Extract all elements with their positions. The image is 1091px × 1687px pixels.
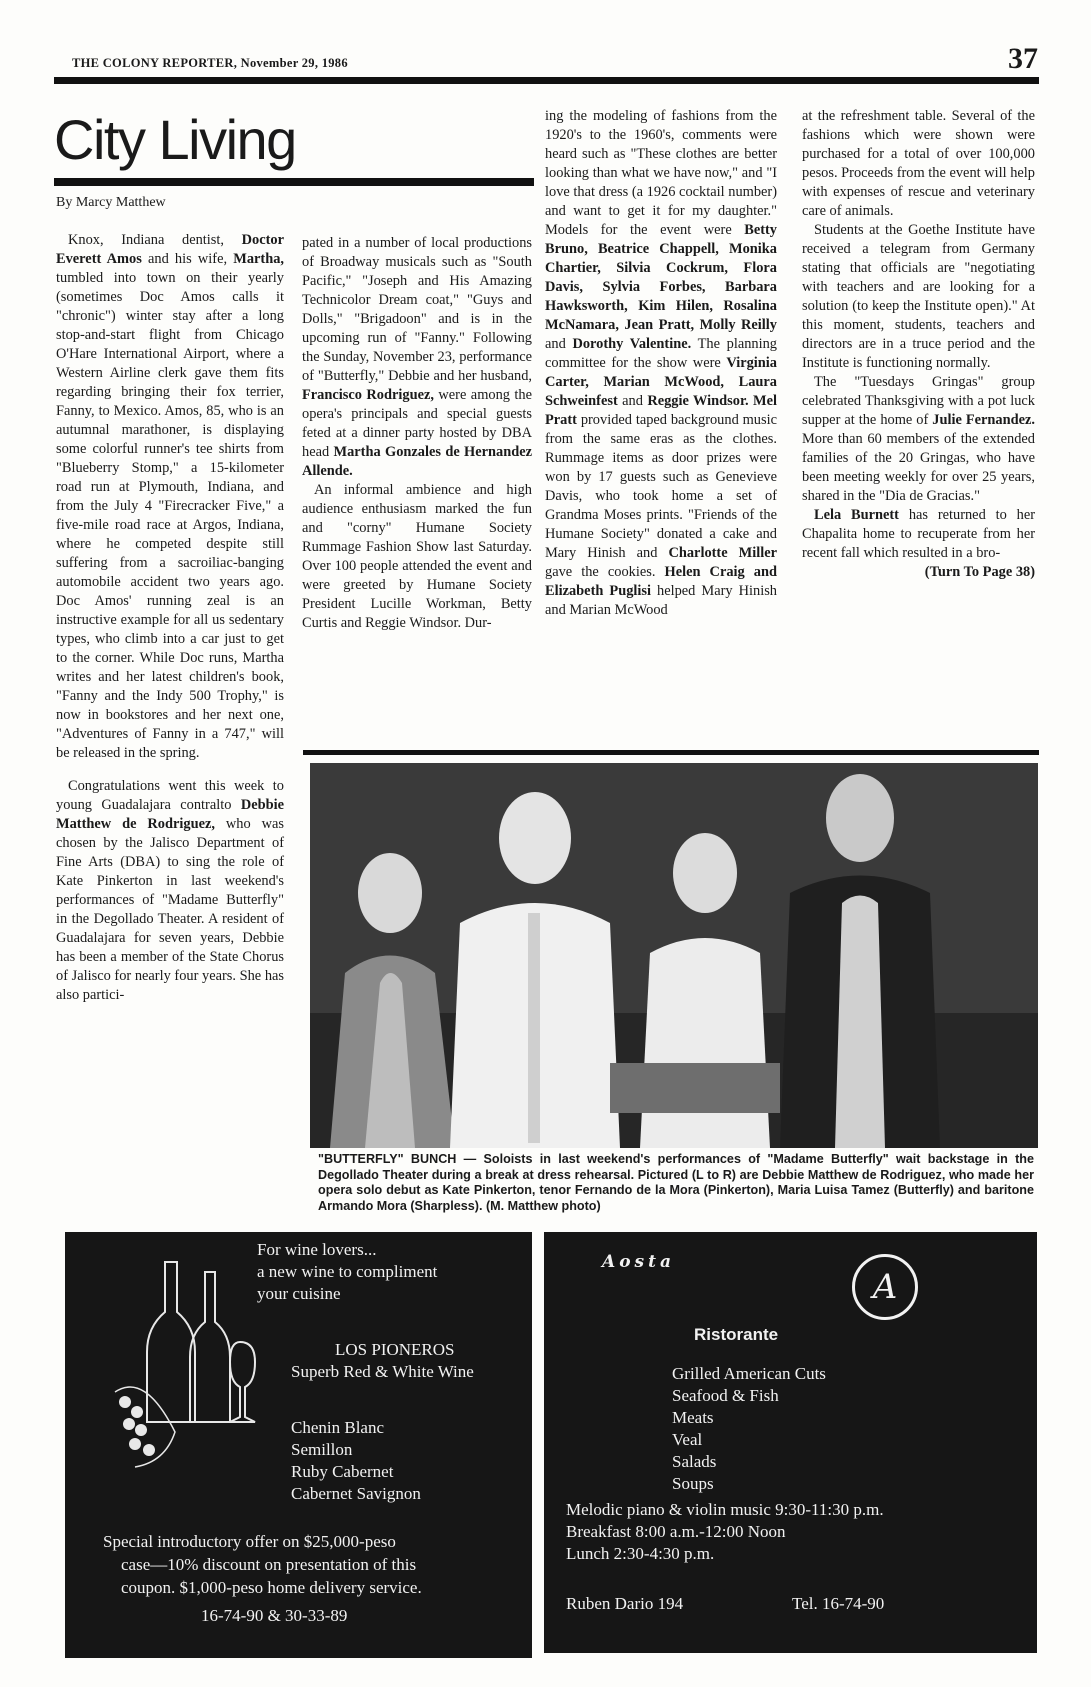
restaurant-address: Ruben Dario 194 [566,1594,684,1613]
title-rule [54,178,534,186]
section-title: City Living [54,108,296,171]
article-column-4 [802,107,1035,582]
page-number: 37 [1008,42,1038,75]
article-column-1 [56,231,284,1005]
menu-item: Meats [672,1408,714,1427]
article-paragraph: Congratulations went this week to young Guadalajara contralto Debbie Matthew de Rodriguez, who was chosen by the Jalisco Department of Fine Arts (DBA) to sing the role of Kate Pinkerton in last weekend's performances of "Madame Butterfly" in the Degollado Theater. A resident of Guadalajara for seven years, Debbie has been a member of the State Chorus of Jalisco for nearly four years. She has also partici- [56,778,285,1003]
ad-phone: 16-74-90 & 30-33-89 [201,1606,348,1625]
restaurant-brand: Aosta [602,1252,675,1272]
menu-item: Grilled American Cuts [672,1364,826,1383]
article-column-3 [545,107,777,620]
restaurant-hours: Breakfast 8:00 a.m.-12:00 Noon [566,1522,786,1541]
restaurant-hours: Melodic piano & violin music 9:30-11:30 p.m. [566,1500,884,1519]
wine-variety: Cabernet Savignon [291,1484,421,1503]
menu-item: Soups [672,1474,714,1493]
restaurant-phone: Tel. 16-74-90 [792,1594,885,1613]
wine-variety: Ruby Cabernet [291,1462,394,1481]
photo-illustration [310,763,1038,1148]
publication-line: THE COLONY REPORTER, November 29, 1986 [72,56,348,70]
article-paragraph: An informal ambience and high audience enthusiasm marked the fun and "corny" Humane Society Rummage Fashion Show last Saturday. Over 100 people attended the event and were greeted by Humane Society President Lucille Workman, Betty Curtis and Reggie Windsor. Dur- [302,482,532,631]
wine-variety: Semillon [291,1440,353,1459]
menu-item: Salads [672,1452,717,1471]
restaurant-subtitle: Ristorante [694,1325,779,1344]
ad-text: your cuisine [257,1284,341,1303]
article-paragraph: Lela Burnett has returned to her Chapalita home to recuperate from her recent fall which resulted in a bro- [802,507,1035,561]
photo-top-rule [303,750,1039,755]
wine-variety: Chenin Blanc [291,1418,385,1437]
article-column-2 [302,234,532,633]
ad-offer: case—10% discount on presentation of this [121,1555,417,1574]
restaurant-advertisement [544,1232,1037,1653]
ad-text: Superb Red & White Wine [291,1362,474,1381]
article-paragraph: The "Tuesdays Gringas" group celebrated Thanksgiving with a pot luck supper at the home of Julie Fernandez. More than 60 members of the extended families of the 20 Gringas, who have been meeting weekly for over 25 years, shared in the "Dia de Gracias." [802,374,1036,504]
ad-offer: coupon. $1,000-peso home delivery service. [121,1578,422,1597]
wine-brand: LOS PIONEROS [335,1340,455,1359]
article-paragraph: pated in a number of local productions of Broadway musicals such as "South Pacific," "Joseph and His Amazing Technicolor Dream coat," "Guys and Dolls," "Brigadoon" and is in the upcoming run of "Fanny." Following the Sunday, November 23, performance of "Butterfly," Debbie and her husband, Francisco Rodriguez, were among the opera's principals and special guests feted at a dinner party hosted by DBA head Martha Gonzales de Hernandez Allende. [302,235,533,479]
byline: By Marcy Matthew [56,195,166,210]
menu-item: Veal [672,1430,703,1449]
article-paragraph: at the refreshment table. Several of the fashions which were shown were purchased for a total of over 100,000 pesos. Proceeds from the event will help with expenses of rescue and veterinary care of animals. [802,108,1035,219]
ad-offer: Special introductory offer on $25,000-peso [103,1532,396,1551]
menu-item: Seafood & Fish [672,1386,779,1405]
ad-text: For wine lovers... [257,1240,377,1259]
article-paragraph: ing the modeling of fashions from the 1920's to the 1960's, comments were heard such as "These clothes are better looking than what we have now," and "I love that dress (a 1926 cocktail number) and want to get it for my daughter." Models for the event were Betty Bruno, Beatrice Chappell, Monika Chartier, Silvia Cockrum, Flora Davis, Sylvia Forbes, Barbara Hawksworth, Kim Hilen, Rosalina McNamara, Jean Pratt, Molly Reilly and Dorothy Valentine. The planning committee for the show were Virginia Carter, Marian McWood, Laura Schweinfest and Reggie Windsor. Mel Pratt provided taped background music from the same eras as the clothes. Rummage items as door prizes were won by 17 guests such as Genevieve Davis, who took home a set of Grandma Moses prints. "Friends of the Humane Society" donated a cake and Mary Hinish and Charlotte Miller gave the cookies. Helen Craig and Elizabeth Puglisi helped Mary Hinish and Marian McWood [545,108,778,618]
top-rule [54,77,1039,84]
article-paragraph: Knox, Indiana dentist, Doctor Everett Amos and his wife, Martha, tumbled into town on their yearly (sometimes Doc Amos calls it "chronic") winter stay after a long stop-and-start flight from Chicago O'Hare International Airport, where a Western Airline clerk gave them fits regarding bringing their fox terrier, Fanny, to Mexico. Amos, 85, who is an autumnal marathoner, is displaying some colorful runner's tee shirts from "Blueberry Stomp," a 15-kilometer road run at Plymouth, Indiana, and from the July 4 "Firecracker Five," a five-mile road race at Argos, Indiana, where he competed despite still suffering from a sacroiliac-banging automobile accident two years ago. Doc Amos' running zeal is an instructive example for all us sedentary types, who climb into a car just to get to the corner. While Doc runs, Martha writes and her latest children's book, "Fanny and the Indy 500 Trophy," is now in bookstores and her next one, "Adventures of Fanny in a 747," will be released in the spring. [56,232,284,761]
article-paragraph: Students at the Goethe Institute have received a telegram from Germany stating that officials are "negotiating with teachers and are looking for a solution (to keep the Institute open)." At this moment, students, teachers and directors are in a truce period and the Institute is functioning normally. [802,222,1035,371]
news-photo [310,763,1038,1148]
restaurant-hours: Lunch 2:30-4:30 p.m. [566,1544,715,1563]
ad-text: a new wine to compliment [257,1262,438,1281]
monogram-logo: A [852,1254,918,1320]
wine-advertisement [65,1232,532,1658]
photo-caption: "BUTTERFLY" BUNCH — Soloists in last weekend's performances of "Madame Butterfly" wait backstage in the Degollado Theater during a break at dress rehearsal. Pictured (L to R) are Debbie Matthew de Rodriguez, who made her opera solo debut as Kate Pinkerton, tenor Fernando de la Mora (Pinkerton), Maria Luisa Tamez (Butterfly) and baritone Armando Mora (Sharpless). (M. Matthew photo) [318,1152,1034,1213]
wine-bottles-icon [105,1252,275,1472]
turn-to-page-link: (Turn To Page 38) [924,564,1035,580]
